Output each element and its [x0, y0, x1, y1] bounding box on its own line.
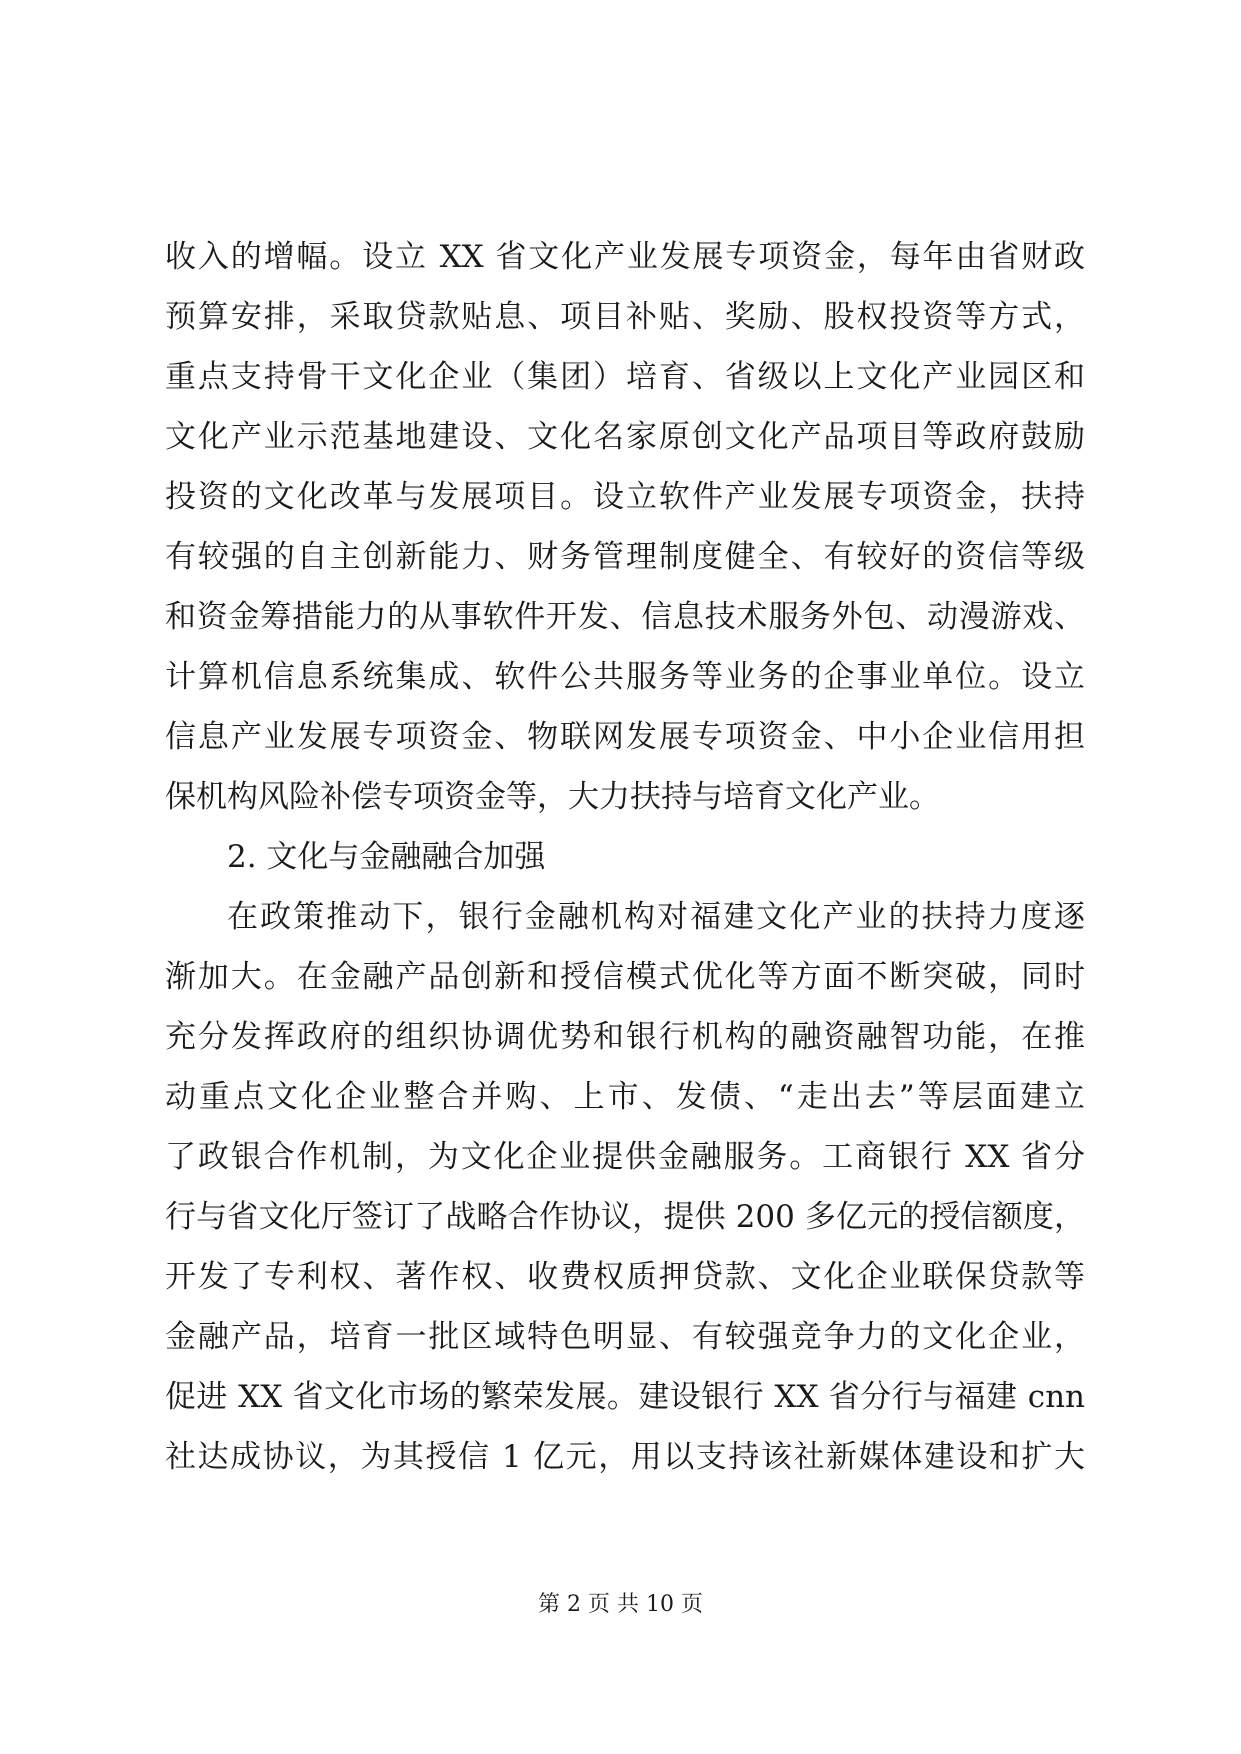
- paragraph-line: 收入的增幅。设立 XX 省文化产业发展专项资金，每年由省财政: [165, 239, 1085, 275]
- paragraph-line: 文化产业示范基地建设、文化名家原创文化产品项目等政府鼓励: [165, 419, 1085, 455]
- paragraph-line: 充分发挥政府的组织协调优势和银行机构的融资融智功能，在推: [165, 1019, 1085, 1055]
- paragraph-line: 行与省文化厅签订了战略合作协议，提供 200 多亿元的授信额度，: [165, 1199, 1085, 1235]
- body-text: [165, 227, 1085, 1487]
- paragraph-line: 渐加大。在金融产品创新和授信模式优化等方面不断突破，同时: [165, 959, 1085, 995]
- page-number-footer: 第 2 页 共 10 页: [538, 1592, 703, 1617]
- paragraph-line: 保机构风险补偿专项资金等，大力扶持与培育文化产业。: [165, 779, 940, 815]
- paragraph-line: 和资金筹措能力的从事软件开发、信息技术服务外包、动漫游戏、: [165, 599, 1085, 635]
- section-heading: 2. 文化与金融融合加强: [227, 839, 546, 875]
- paragraph-line: 社达成协议，为其授信 1 亿元，用以支持该社新媒体建设和扩大: [165, 1439, 1085, 1475]
- paragraph-line: 在政策推动下，银行金融机构对福建文化产业的扶持力度逐: [227, 899, 1085, 935]
- paragraph-line: 促进 XX 省文化市场的繁荣发展。建设银行 XX 省分行与福建 cnn: [165, 1379, 1085, 1415]
- paragraph-line: 金融产品，培育一批区域特色明显、有较强竞争力的文化企业，: [165, 1319, 1085, 1355]
- paragraph-line: 了政银合作机制，为文化企业提供金融服务。工商银行 XX 省分: [165, 1139, 1085, 1175]
- paragraph-line: 计算机信息系统集成、软件公共服务等业务的企事业单位。设立: [165, 659, 1085, 695]
- paragraph-line: 预算安排，采取贷款贴息、项目补贴、奖励、股权投资等方式，: [165, 299, 1085, 335]
- paragraph-line: 动重点文化企业整合并购、上市、发债、“走出去”等层面建立: [165, 1079, 1085, 1115]
- paragraph-line: 信息产业发展专项资金、物联网发展专项资金、中小企业信用担: [165, 719, 1085, 755]
- paragraph-line: 重点支持骨干文化企业（集团）培育、省级以上文化产业园区和: [165, 359, 1085, 395]
- paragraph-line: 有较强的自主创新能力、财务管理制度健全、有较好的资信等级: [165, 539, 1085, 575]
- paragraph-line: 投资的文化改革与发展项目。设立软件产业发展专项资金，扶持: [165, 479, 1085, 515]
- paragraph-line: 开发了专利权、著作权、收费权质押贷款、文化企业联保贷款等: [165, 1259, 1085, 1295]
